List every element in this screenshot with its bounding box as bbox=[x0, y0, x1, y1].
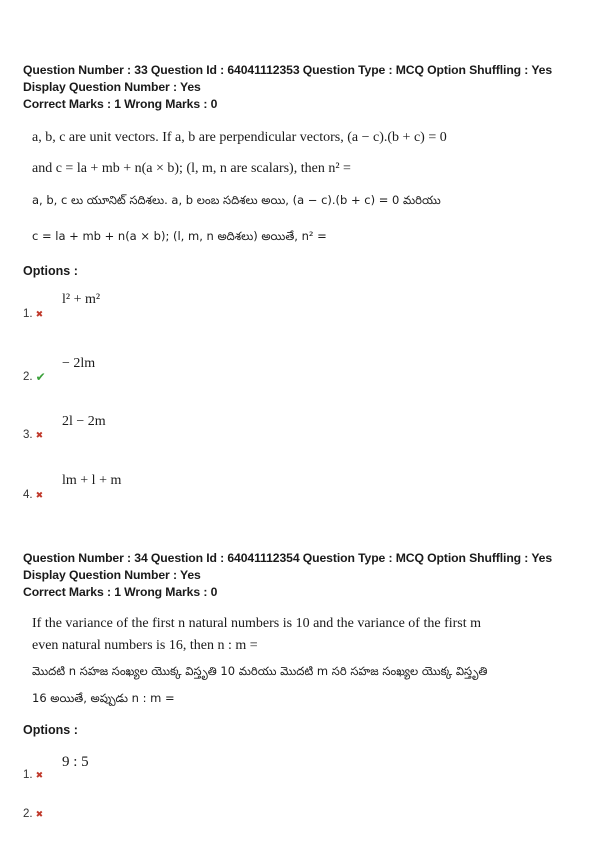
q34-english-line2: even natural numbers is 16, then n : m = bbox=[32, 638, 258, 653]
q34-header-line2: Display Question Number : Yes bbox=[23, 568, 201, 582]
q34-option-2-number bbox=[23, 808, 43, 820]
q33-option-3-value: 2l − 2m bbox=[62, 414, 106, 429]
q34-header-line1: Question Number : 34 Question Id : 64041112354 Question Type : MCQ Option Shuffling : Yes bbox=[23, 551, 553, 565]
q33-option-2-value: − 2lm bbox=[62, 356, 96, 371]
cross-icon: ✖ bbox=[35, 489, 44, 500]
option-number: 4. bbox=[23, 489, 33, 501]
q34-english-line1: If the variance of the first n natural numbers is 10 and the variance of the first m bbox=[32, 616, 482, 631]
q34-options-label: Options : bbox=[23, 723, 78, 737]
q33-option-4-number bbox=[23, 489, 43, 501]
check-icon: ✔ bbox=[35, 370, 46, 384]
q34-telugu-line2: 16 అయితే, అప్పుడు n : m = bbox=[32, 691, 175, 705]
option-number: 2. bbox=[23, 808, 33, 820]
q34-telugu-line1: మొదటి n సహజ సంఖ్యల యొక్క విస్తృతి 10 మరియు మొదటి m సరి సహజ సంఖ్యల యొక్క విస్తృతి bbox=[32, 664, 488, 678]
q33-option-2-number bbox=[23, 370, 46, 384]
option-number: 3. bbox=[23, 429, 33, 441]
option-number: 1. bbox=[23, 308, 33, 320]
cross-icon: ✖ bbox=[35, 429, 44, 440]
q34-option-1-value: 9 : 5 bbox=[62, 754, 89, 770]
cross-icon: ✖ bbox=[35, 769, 44, 780]
q33-header-line1: Question Number : 33 Question Id : 64041112353 Question Type : MCQ Option Shuffling : Yes bbox=[23, 63, 553, 77]
q33-telugu-line2: c = la + mb + n(a × b); (l, m, n అదిశలు) అయితే, n² = bbox=[32, 229, 327, 243]
option-number: 2. bbox=[23, 371, 33, 383]
q33-option-1-number bbox=[23, 308, 43, 320]
q33-option-4-value: lm + l + m bbox=[62, 473, 122, 488]
q34-option-1-number bbox=[23, 769, 43, 781]
cross-icon: ✖ bbox=[35, 808, 44, 819]
q33-header-line3: Correct Marks : 1 Wrong Marks : 0 bbox=[23, 97, 218, 111]
q33-english-line1: a, b, c are unit vectors. If a, b are perpendicular vectors, (a − c).(b + c) = 0 bbox=[32, 130, 447, 145]
q33-options-label: Options : bbox=[23, 264, 78, 278]
option-number: 1. bbox=[23, 769, 33, 781]
q33-english-line2: and c = la + mb + n(a × b); (l, m, n are scalars), then n² = bbox=[32, 161, 351, 176]
cross-icon: ✖ bbox=[35, 308, 44, 319]
q33-option-1-value: l² + m² bbox=[62, 292, 101, 307]
q33-header-line2: Display Question Number : Yes bbox=[23, 80, 201, 94]
q33-telugu-line1: a, b, c లు యూనిట్ సదిశలు. a, b లంబ సదిశలు అయి, (a − c).(b + c) = 0 మరియు bbox=[32, 193, 441, 207]
q33-option-3-number bbox=[23, 429, 43, 441]
q34-header-line3: Correct Marks : 1 Wrong Marks : 0 bbox=[23, 585, 218, 599]
